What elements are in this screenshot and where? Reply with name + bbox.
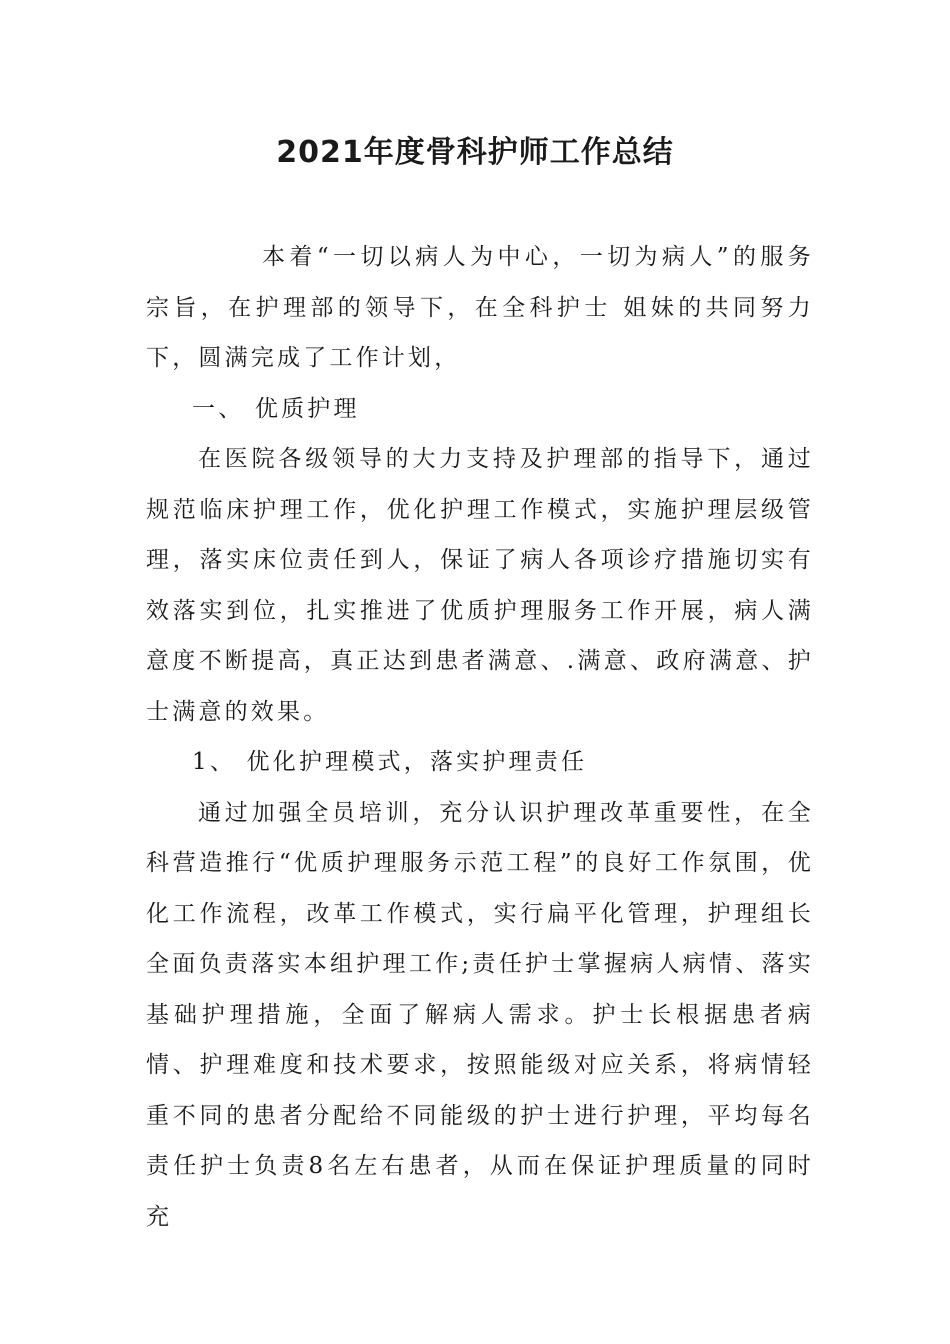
document-body [146, 232, 814, 1242]
document-title: 2021年度骨科护师工作总结 [276, 135, 674, 170]
section-heading-1: 一、 优质护理 [192, 395, 360, 422]
subsection-heading-1: 1、 优化护理模式，落实护理责任 [192, 749, 588, 775]
intro-paragraph: 本着“一切以病人为中心，一切为病人”的服务宗旨，在护理部的领导下，在全科护士 姐妹的共同努力下，圆满完成了工作计划， [146, 244, 814, 371]
subsection-paragraph-1: 通过加强全员培训，充分认识护理改革重要性，在全科营造推行“优质护理服务示范工程”的良好工作氛围，优化工作流程，改革工作模式，实行扁平化管理，护理组长全面负责落实本组护理工作;责任护士掌握病人病情、落实基础护理措施，全面了解病人需求。护士长根据患者病情、护理难度和技术要求，按照能级对应关系，将病情轻重不同的患者分配给不同能级的护士进行护理，平均每名责任护士负责8名左右患者，从而在保证护理质量的同时充 [146, 799, 814, 1230]
section-paragraph-1: 在医院各级领导的大力支持及护理部的指导下，通过规范临床护理工作，优化护理工作模式，实施护理层级管理，落实床位责任到人，保证了病人各项诊疗措施切实有效落实到位，扎实推进了优质护理服务工作开展，病人满意度不断提高，真正达到患者满意、.满意、政府满意、护士满意的效果。 [146, 446, 814, 725]
